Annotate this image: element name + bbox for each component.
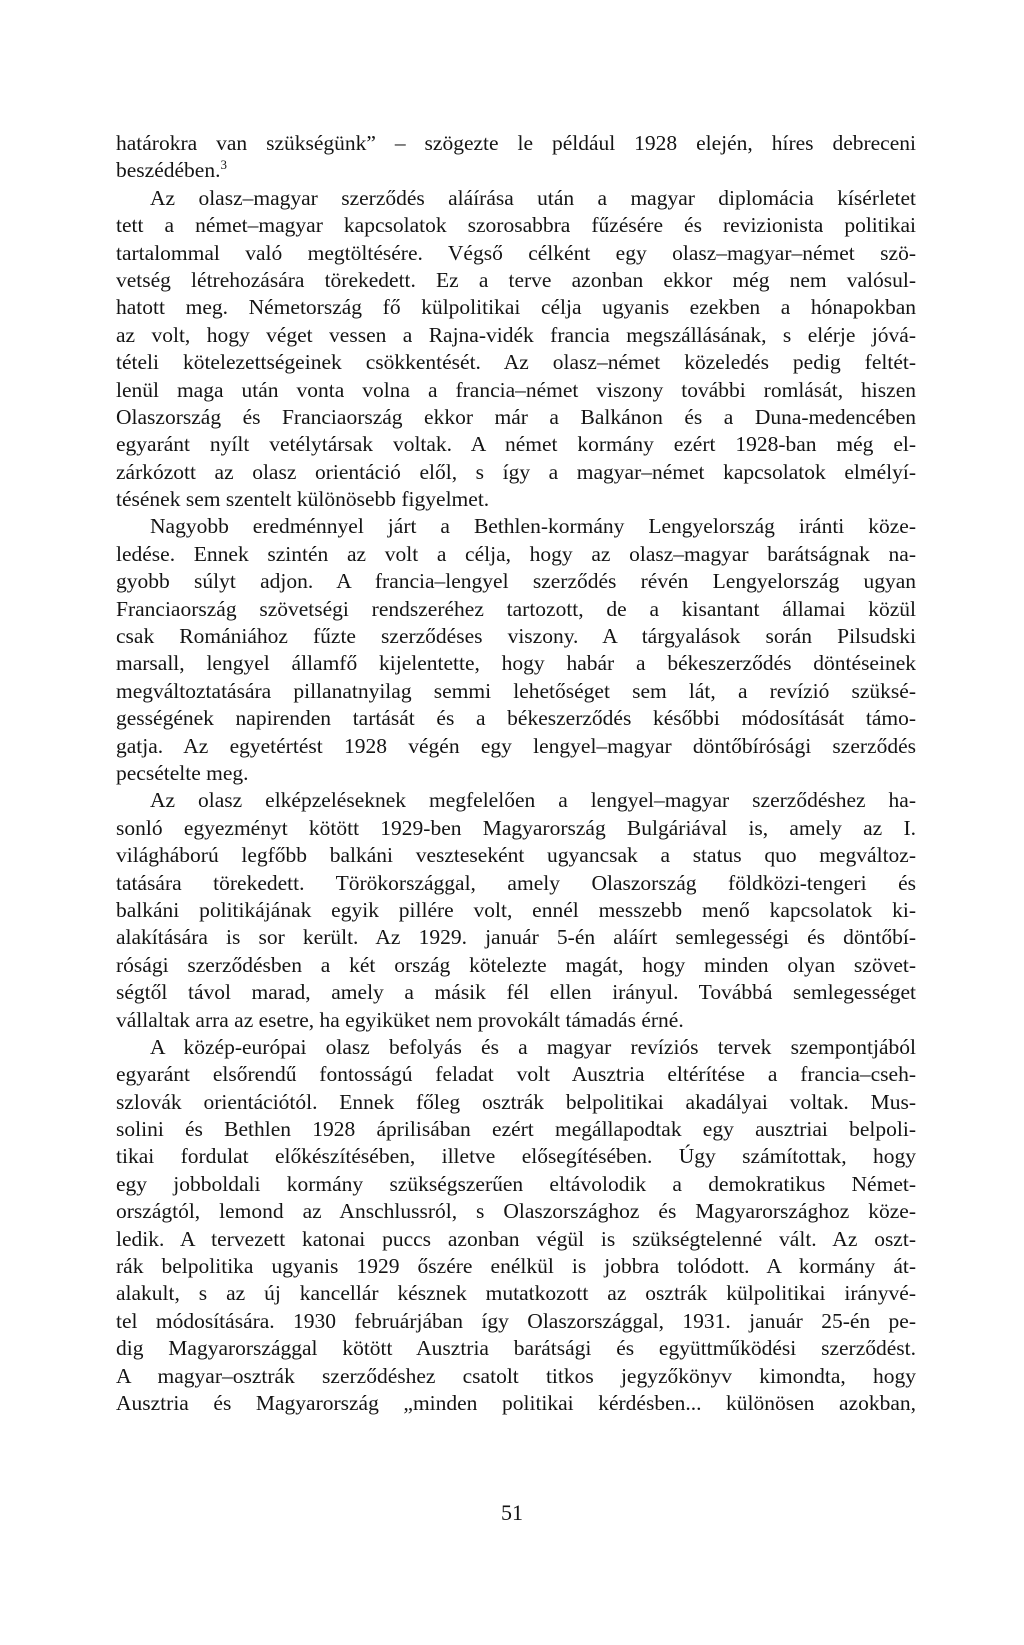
text-line: [116, 1390, 916, 1417]
text-line: [116, 185, 916, 212]
text-line-content: tésének sem szentelt különösebb figyelmet.: [116, 487, 490, 512]
text-line: [116, 924, 916, 951]
text-line-content: egyaránt elsőrendű fontosságú feladat volt Ausztria eltérítése a francia–cseh-: [116, 1062, 916, 1087]
text-line: [116, 404, 916, 431]
text-line: [116, 322, 916, 349]
text-line-content: zárkózott az olasz orientáció elől, s így a magyar–német kapcsolatok elmélyí-: [116, 459, 916, 484]
text-line: [116, 513, 916, 540]
text-line: [116, 1034, 916, 1061]
text-line: [116, 486, 916, 513]
text-line-content: balkáni politikájának egyik pillére volt, ennél messzebb menő kapcsolatok ki-: [116, 897, 916, 922]
text-line: [116, 623, 916, 650]
text-line-content: solini és Bethlen 1928 áprilisában ezért megállapodtak egy ausztriai belpoli-: [116, 1117, 916, 1142]
text-line: [116, 349, 916, 376]
text-line: [116, 705, 916, 732]
text-line-content: marsall, lengyel államfő kijelentette, hogy habár a békeszerződés döntéseinek: [116, 651, 916, 676]
text-line-content: A közép-európai olasz befolyás és a magyar revíziós tervek szempontjából: [150, 1034, 916, 1059]
text-line-content: tel módosítására. 1930 februárjában így Olaszországgal, 1931. január 25-én pe-: [116, 1308, 916, 1333]
text-line-content: A magyar–osztrák szerződéshez csatolt titkos jegyzőkönyv kimondta, hogy: [116, 1363, 916, 1388]
page-number: 51: [501, 1500, 523, 1525]
text-line: [116, 240, 916, 267]
text-line-content: vetség létrehozására törekedett. Ez a terve azonban ekkor még nem valósul-: [116, 267, 916, 292]
text-line-content: dig Magyarországgal kötött Ausztria barátsági és együttműködési szerződést.: [116, 1336, 916, 1361]
text-line: [116, 130, 916, 157]
text-line: [116, 596, 916, 623]
text-line: [116, 267, 916, 294]
text-line-content: tételi kötelezettségeinek csökkentését. Az olasz–német közeledés pedig feltét-: [116, 350, 916, 375]
text-line: [116, 1226, 916, 1253]
text-line-content: megváltoztatására pillanatnyilag semmi lehetőséget sem lát, a revízió szüksé-: [116, 678, 916, 703]
text-line: [116, 787, 916, 814]
text-line: [116, 377, 916, 404]
text-line: [116, 733, 916, 760]
text-line-content: ledik. A tervezett katonai puccs azonban végül is szükségtelenné vált. Az oszt-: [116, 1226, 916, 1251]
text-line-content: Az olasz elképzeléseknek megfelelően a lengyel–magyar szerződéshez ha-: [150, 788, 916, 813]
text-line: [116, 568, 916, 595]
text-line-content: gességének napirenden tartását és a békeszerződés későbbi módosítását támo-: [116, 706, 916, 731]
text-line-content: világháború legfőbb balkáni veszteseként ugyancsak a status quo megváltoz-: [116, 843, 916, 868]
text-line-content: ledése. Ennek szintén az volt a célja, hogy az olasz–magyar barátságnak na-: [116, 541, 916, 566]
footnote-reference: 3: [220, 157, 227, 173]
text-line-content: rák belpolitika ugyanis 1929 őszére enélkül is jobbra tolódott. A kormány át-: [116, 1254, 916, 1279]
text-line-content: vállaltak arra az esetre, ha egyiküket nem provokált támadás érné.: [116, 1007, 684, 1032]
text-line-content: alakult, s az új kancellár késznek mutatkozott az osztrák külpolitikai irányvé-: [116, 1281, 916, 1306]
text-line: [116, 1061, 916, 1088]
text-line: [116, 897, 916, 924]
text-line-content: Nagyobb eredménnyel járt a Bethlen-kormány Lengyelország iránti köze-: [150, 514, 916, 539]
text-line: [116, 979, 916, 1006]
text-line-content: csak Romániához fűzte szerződéses viszony. A tárgyalások során Pilsudski: [116, 624, 916, 649]
text-line: [116, 1007, 916, 1034]
text-line: [116, 952, 916, 979]
text-line-content: rósági szerződésben a két ország kötelezte magát, hogy minden olyan szövet-: [116, 952, 916, 977]
text-line: [116, 1143, 916, 1170]
body-text: [116, 130, 916, 1417]
text-line: [116, 212, 916, 239]
text-line-content: az volt, hogy véget vessen a Rajna-vidék francia megszállásának, s elérje jóvá-: [116, 322, 916, 347]
text-line-content: lenül maga után vonta volna a francia–német viszony további romlását, hiszen: [116, 377, 916, 402]
text-line-content: sonló egyezményt kötött 1929-ben Magyarország Bulgáriával is, amely az I.: [116, 815, 916, 840]
text-line-content: Ausztria és Magyarország „minden politikai kérdésben... különösen azokban,: [116, 1390, 916, 1415]
text-line: [116, 1089, 916, 1116]
text-line: [116, 431, 916, 458]
text-line: [116, 650, 916, 677]
text-line: [116, 541, 916, 568]
text-line-content: határokra van szükségünk” – szögezte le például 1928 elején, híres debreceni: [116, 131, 916, 155]
text-line: [116, 760, 916, 787]
text-line: [116, 1198, 916, 1225]
text-line: [116, 1116, 916, 1143]
text-line: [116, 1308, 916, 1335]
text-line-content: pecsételte meg.: [116, 760, 249, 785]
text-line: [116, 870, 916, 897]
text-line-content: országtól, lemond az Anschlussról, s Olaszországhoz és Magyarországhoz köze-: [116, 1199, 916, 1224]
text-line-content: gyobb súlyt adjon. A francia–lengyel szerződés révén Lengyelország ugyan: [116, 569, 916, 594]
text-line: [116, 157, 916, 184]
text-line: [116, 1280, 916, 1307]
text-line: [116, 1363, 916, 1390]
text-line-content: tartalommal való megtöltésére. Végső célként egy olasz–magyar–német szö-: [116, 240, 916, 265]
text-line: [116, 678, 916, 705]
text-line-content: ségtől távol marad, amely a másik fél ellen irányul. Továbbá semlegességet: [116, 980, 916, 1005]
text-line-content: tikai fordulat előkészítésében, illetve elősegítésében. Úgy számítottak, hogy: [116, 1144, 916, 1169]
text-line: [116, 815, 916, 842]
text-line: [116, 294, 916, 321]
text-line-content: tatására törekedett. Törökországgal, amely Olaszország földközi-tengeri és: [116, 870, 916, 895]
text-line: [116, 1253, 916, 1280]
text-line-content: egy jobboldali kormány szükségszerűen eltávolodik a demokratikus Német-: [116, 1171, 916, 1196]
text-line-content: Olaszország és Franciaország ekkor már a Balkánon és a Duna-medencében: [116, 404, 916, 429]
text-line: [116, 1335, 916, 1362]
text-line-content: hatott meg. Németország fő külpolitikai célja ugyanis ezekben a hónapokban: [116, 295, 916, 320]
text-line-content: Az olasz–magyar szerződés aláírása után a magyar diplomácia kísérletet: [150, 185, 916, 210]
text-line-content: szlovák orientációtól. Ennek főleg osztrák belpolitikai akadályai voltak. Mus-: [116, 1089, 916, 1114]
text-line-content: gatja. Az egyetértést 1928 végén egy lengyel–magyar döntőbírósági szerződés: [116, 733, 916, 758]
text-line: [116, 459, 916, 486]
text-line: [116, 1171, 916, 1198]
text-line-content: alakítására is sor került. Az 1929. január 5-én aláírt semlegességi és döntőbí-: [116, 925, 916, 950]
text-line-content: tett a német–magyar kapcsolatok szorosabbra fűzésére és revizionista politikai: [116, 213, 916, 238]
text-line-content: beszédében.: [116, 158, 221, 183]
text-line-content: egyaránt nyílt vetélytársak voltak. A német kormány ezért 1928-ban még el-: [116, 432, 916, 457]
text-line: [116, 842, 916, 869]
text-line-content: Franciaország szövetségi rendszeréhez tartozott, de a kisantant államai közül: [116, 596, 916, 621]
